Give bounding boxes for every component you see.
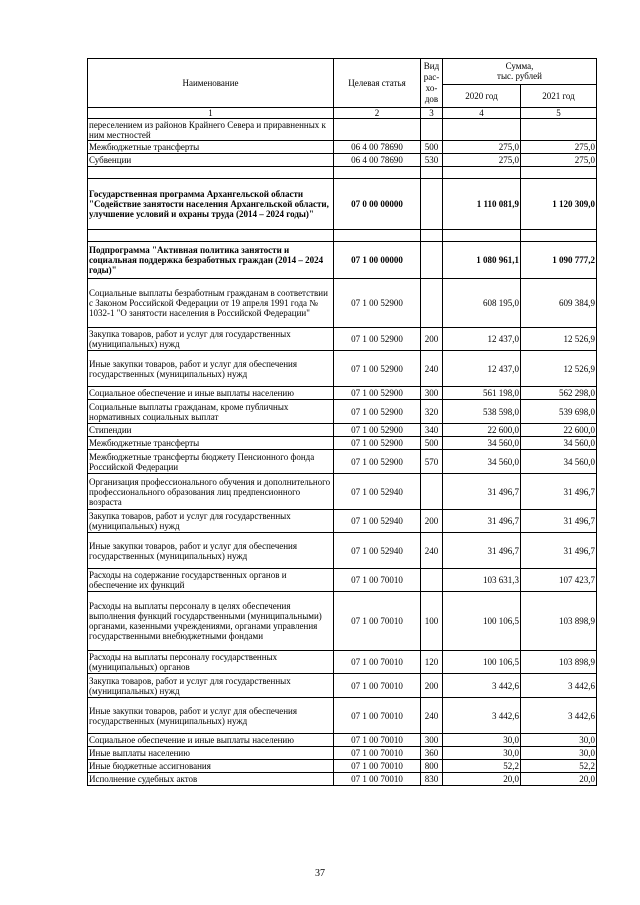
vid-cell: 100 xyxy=(421,592,443,651)
vid-cell: 570 xyxy=(421,450,443,474)
value-2021-cell: 30,0 xyxy=(521,747,597,760)
value-2020-cell xyxy=(443,119,521,141)
name-cell: Иные закупки товаров, работ и услуг для обеспечения государственных (муниципальных) нужд xyxy=(88,698,334,734)
header-name: Наименование xyxy=(88,59,334,108)
table-row xyxy=(88,351,597,387)
vid-cell: 300 xyxy=(421,734,443,747)
header-vid-line: Вид xyxy=(423,61,440,71)
value-2020-cell: 30,0 xyxy=(443,734,521,747)
code-cell: 07 1 00 52940 xyxy=(334,510,421,533)
name-cell: Иные бюджетные ассигнования xyxy=(88,760,334,773)
value-2021-cell: 31 496,7 xyxy=(521,533,597,569)
value-2020-cell: 22 600,0 xyxy=(443,424,521,437)
vid-cell: 120 xyxy=(421,651,443,674)
name-cell: Расходы на содержание государственных органов и обеспечение их функций xyxy=(88,569,334,592)
value-2021-cell: 103 898,9 xyxy=(521,592,597,651)
empty-cell xyxy=(443,230,521,242)
code-cell: 07 1 00 52900 xyxy=(334,400,421,424)
empty-cell xyxy=(334,230,421,242)
header-vid-line: рас- xyxy=(423,72,440,82)
header-vid-line: хо- xyxy=(425,83,438,93)
vid-cell xyxy=(421,279,443,328)
value-2020-cell: 608 195,0 xyxy=(443,279,521,328)
vid-cell xyxy=(421,179,443,230)
name-cell: Подпрограмма "Активная политика занятости и социальная поддержка безработных граждан (2014 – 2024 годы)" xyxy=(88,242,334,279)
header-vid-line: дов xyxy=(424,94,439,104)
table-row xyxy=(88,437,597,450)
name-cell: Организация профессионального обучения и дополнительного профессионального образования лиц предпенсионного возраста xyxy=(88,474,334,510)
header-year-2020: 2020 год xyxy=(443,84,521,107)
code-cell: 07 1 00 52900 xyxy=(334,328,421,351)
name-cell: Межбюджетные трансферты xyxy=(88,141,334,154)
value-2021-cell: 3 442,6 xyxy=(521,698,597,734)
name-cell: Закупка товаров, работ и услуг для государственных (муниципальных) нужд xyxy=(88,510,334,533)
code-cell: 07 0 00 00000 xyxy=(334,179,421,230)
name-cell: Закупка товаров, работ и услуг для государственных (муниципальных) нужд xyxy=(88,328,334,351)
value-2020-cell: 275,0 xyxy=(443,141,521,154)
empty-cell xyxy=(421,167,443,179)
value-2020-cell: 52,2 xyxy=(443,760,521,773)
value-2021-cell: 52,2 xyxy=(521,760,597,773)
name-cell: Расходы на выплаты персоналу государственных (муниципальных) органов xyxy=(88,651,334,674)
empty-cell xyxy=(421,230,443,242)
table-row xyxy=(88,674,597,698)
name-cell: переселением из районов Крайнего Севера и приравненных к ним местностей xyxy=(88,119,334,141)
vid-cell: 500 xyxy=(421,141,443,154)
code-cell: 07 1 00 52900 xyxy=(334,450,421,474)
empty-cell xyxy=(521,167,597,179)
code-cell: 06 4 00 78690 xyxy=(334,154,421,167)
table-row xyxy=(88,179,597,230)
name-cell: Закупка товаров, работ и услуг для государственных (муниципальных) нужд xyxy=(88,674,334,698)
header-code: Целевая статья xyxy=(334,59,421,108)
value-2021-cell: 275,0 xyxy=(521,154,597,167)
value-2020-cell: 275,0 xyxy=(443,154,521,167)
vid-cell: 240 xyxy=(421,533,443,569)
header-vid xyxy=(421,59,443,108)
value-2020-cell: 100 106,5 xyxy=(443,592,521,651)
vid-cell xyxy=(421,242,443,279)
value-2020-cell: 34 560,0 xyxy=(443,450,521,474)
value-2021-cell: 562 298,0 xyxy=(521,387,597,400)
empty-cell xyxy=(443,167,521,179)
code-cell: 07 1 00 70010 xyxy=(334,569,421,592)
vid-cell: 200 xyxy=(421,674,443,698)
code-cell: 07 1 00 70010 xyxy=(334,734,421,747)
value-2021-cell: 12 526,9 xyxy=(521,351,597,387)
name-cell: Социальные выплаты безработным гражданам в соответствии с Законом Российской Федерации от 19 апреля 1991 года № 1032-1 "О занятости населения в Российской Федерации" xyxy=(88,279,334,328)
value-2020-cell: 100 106,5 xyxy=(443,651,521,674)
vid-cell: 240 xyxy=(421,698,443,734)
code-cell: 07 1 00 00000 xyxy=(334,242,421,279)
code-cell: 07 1 00 70010 xyxy=(334,651,421,674)
value-2021-cell: 107 423,7 xyxy=(521,569,597,592)
value-2020-cell: 3 442,6 xyxy=(443,698,521,734)
value-2020-cell: 20,0 xyxy=(443,773,521,786)
value-2021-cell: 12 526,9 xyxy=(521,328,597,351)
value-2020-cell: 34 560,0 xyxy=(443,437,521,450)
code-cell: 07 1 00 52940 xyxy=(334,533,421,569)
value-2020-cell: 12 437,0 xyxy=(443,328,521,351)
index-cell: 1 xyxy=(88,108,334,119)
code-cell: 07 1 00 70010 xyxy=(334,773,421,786)
value-2021-cell: 20,0 xyxy=(521,773,597,786)
code-cell: 07 1 00 52900 xyxy=(334,351,421,387)
table-index-row xyxy=(88,108,597,119)
name-cell: Межбюджетные трансферты бюджету Пенсионного фонда Российской Федерации xyxy=(88,450,334,474)
name-cell: Субвенции xyxy=(88,154,334,167)
table-row xyxy=(88,747,597,760)
value-2020-cell: 561 198,0 xyxy=(443,387,521,400)
value-2021-cell: 275,0 xyxy=(521,141,597,154)
code-cell: 07 1 00 52940 xyxy=(334,474,421,510)
name-cell: Государственная программа Архангельской области "Содействие занятости населения Архангельской области, улучшение условий и охраны труда (2014 – 2024 годы)" xyxy=(88,179,334,230)
header-year-2021: 2021 год xyxy=(521,84,597,107)
value-2020-cell: 1 080 961,1 xyxy=(443,242,521,279)
name-cell: Социальное обеспечение и иные выплаты населению xyxy=(88,387,334,400)
table-row xyxy=(88,773,597,786)
header-sum-top: Сумма, xyxy=(505,61,534,72)
name-cell: Социальное обеспечение и иные выплаты населению xyxy=(88,734,334,747)
value-2020-cell: 31 496,7 xyxy=(443,474,521,510)
table-row xyxy=(88,651,597,674)
empty-cell xyxy=(521,230,597,242)
index-cell: 3 xyxy=(421,108,443,119)
table-body xyxy=(88,119,597,786)
table-row xyxy=(88,387,597,400)
budget-table xyxy=(87,58,597,786)
code-cell: 07 1 00 52900 xyxy=(334,437,421,450)
vid-cell: 830 xyxy=(421,773,443,786)
code-cell: 06 4 00 78690 xyxy=(334,141,421,154)
code-cell: 07 1 00 52900 xyxy=(334,279,421,328)
value-2021-cell: 34 560,0 xyxy=(521,450,597,474)
vid-cell: 360 xyxy=(421,747,443,760)
empty-cell xyxy=(334,167,421,179)
vid-cell: 300 xyxy=(421,387,443,400)
vid-cell: 200 xyxy=(421,328,443,351)
header-sum-unit: тыс. рублей xyxy=(497,71,542,82)
value-2021-cell: 1 090 777,2 xyxy=(521,242,597,279)
name-cell: Стипендии xyxy=(88,424,334,437)
table-row xyxy=(88,698,597,734)
value-2021-cell: 609 384,9 xyxy=(521,279,597,328)
vid-cell xyxy=(421,119,443,141)
vid-cell: 320 xyxy=(421,400,443,424)
name-cell: Иные выплаты населению xyxy=(88,747,334,760)
value-2021-cell: 539 698,0 xyxy=(521,400,597,424)
table-row xyxy=(88,510,597,533)
table-row xyxy=(88,450,597,474)
table-row xyxy=(88,119,597,141)
code-cell: 07 1 00 70010 xyxy=(334,698,421,734)
value-2020-cell: 103 631,3 xyxy=(443,569,521,592)
table-row xyxy=(88,154,597,167)
table-row xyxy=(88,569,597,592)
empty-cell xyxy=(88,167,334,179)
table-header-row xyxy=(88,59,597,85)
value-2020-cell: 31 496,7 xyxy=(443,533,521,569)
vid-cell: 800 xyxy=(421,760,443,773)
name-cell: Иные закупки товаров, работ и услуг для обеспечения государственных (муниципальных) нужд xyxy=(88,351,334,387)
header-sum xyxy=(443,59,597,85)
value-2021-cell: 3 442,6 xyxy=(521,674,597,698)
name-cell: Иные закупки товаров, работ и услуг для обеспечения государственных (муниципальных) нужд xyxy=(88,533,334,569)
table-row xyxy=(88,279,597,328)
value-2021-cell: 31 496,7 xyxy=(521,474,597,510)
value-2020-cell: 1 110 081,9 xyxy=(443,179,521,230)
value-2021-cell: 1 120 309,0 xyxy=(521,179,597,230)
page-number: 37 xyxy=(315,868,325,879)
value-2020-cell: 12 437,0 xyxy=(443,351,521,387)
vid-cell xyxy=(421,474,443,510)
value-2021-cell: 31 496,7 xyxy=(521,510,597,533)
index-cell: 4 xyxy=(443,108,521,119)
name-cell: Социальные выплаты гражданам, кроме публичных нормативных социальных выплат xyxy=(88,400,334,424)
table-row xyxy=(88,592,597,651)
vid-cell: 200 xyxy=(421,510,443,533)
value-2021-cell xyxy=(521,119,597,141)
value-2021-cell: 34 560,0 xyxy=(521,437,597,450)
table-row xyxy=(88,424,597,437)
vid-cell: 530 xyxy=(421,154,443,167)
vid-cell xyxy=(421,569,443,592)
table-row xyxy=(88,474,597,510)
vid-cell: 340 xyxy=(421,424,443,437)
table-row xyxy=(88,400,597,424)
value-2021-cell: 30,0 xyxy=(521,734,597,747)
empty-cell xyxy=(88,230,334,242)
table-row xyxy=(88,734,597,747)
table-row xyxy=(88,242,597,279)
code-cell: 07 1 00 70010 xyxy=(334,747,421,760)
index-cell: 2 xyxy=(334,108,421,119)
index-cell: 5 xyxy=(521,108,597,119)
vid-cell: 240 xyxy=(421,351,443,387)
vid-cell: 500 xyxy=(421,437,443,450)
value-2021-cell: 22 600,0 xyxy=(521,424,597,437)
value-2020-cell: 3 442,6 xyxy=(443,674,521,698)
value-2021-cell: 103 898,9 xyxy=(521,651,597,674)
code-cell: 07 1 00 70010 xyxy=(334,674,421,698)
code-cell xyxy=(334,119,421,141)
value-2020-cell: 31 496,7 xyxy=(443,510,521,533)
code-cell: 07 1 00 52900 xyxy=(334,424,421,437)
table-row xyxy=(88,533,597,569)
code-cell: 07 1 00 70010 xyxy=(334,592,421,651)
spacer-row xyxy=(88,230,597,242)
name-cell: Расходы на выплаты персоналу в целях обеспечения выполнения функций государственными (муниципальными) органами, казенными учреждениями, органами управления государственными внебюджетными фондами xyxy=(88,592,334,651)
table-row xyxy=(88,760,597,773)
table-row xyxy=(88,328,597,351)
value-2020-cell: 30,0 xyxy=(443,747,521,760)
spacer-row xyxy=(88,167,597,179)
code-cell: 07 1 00 70010 xyxy=(334,760,421,773)
value-2020-cell: 538 598,0 xyxy=(443,400,521,424)
code-cell: 07 1 00 52900 xyxy=(334,387,421,400)
name-cell: Межбюджетные трансферты xyxy=(88,437,334,450)
name-cell: Исполнение судебных актов xyxy=(88,773,334,786)
table-row xyxy=(88,141,597,154)
